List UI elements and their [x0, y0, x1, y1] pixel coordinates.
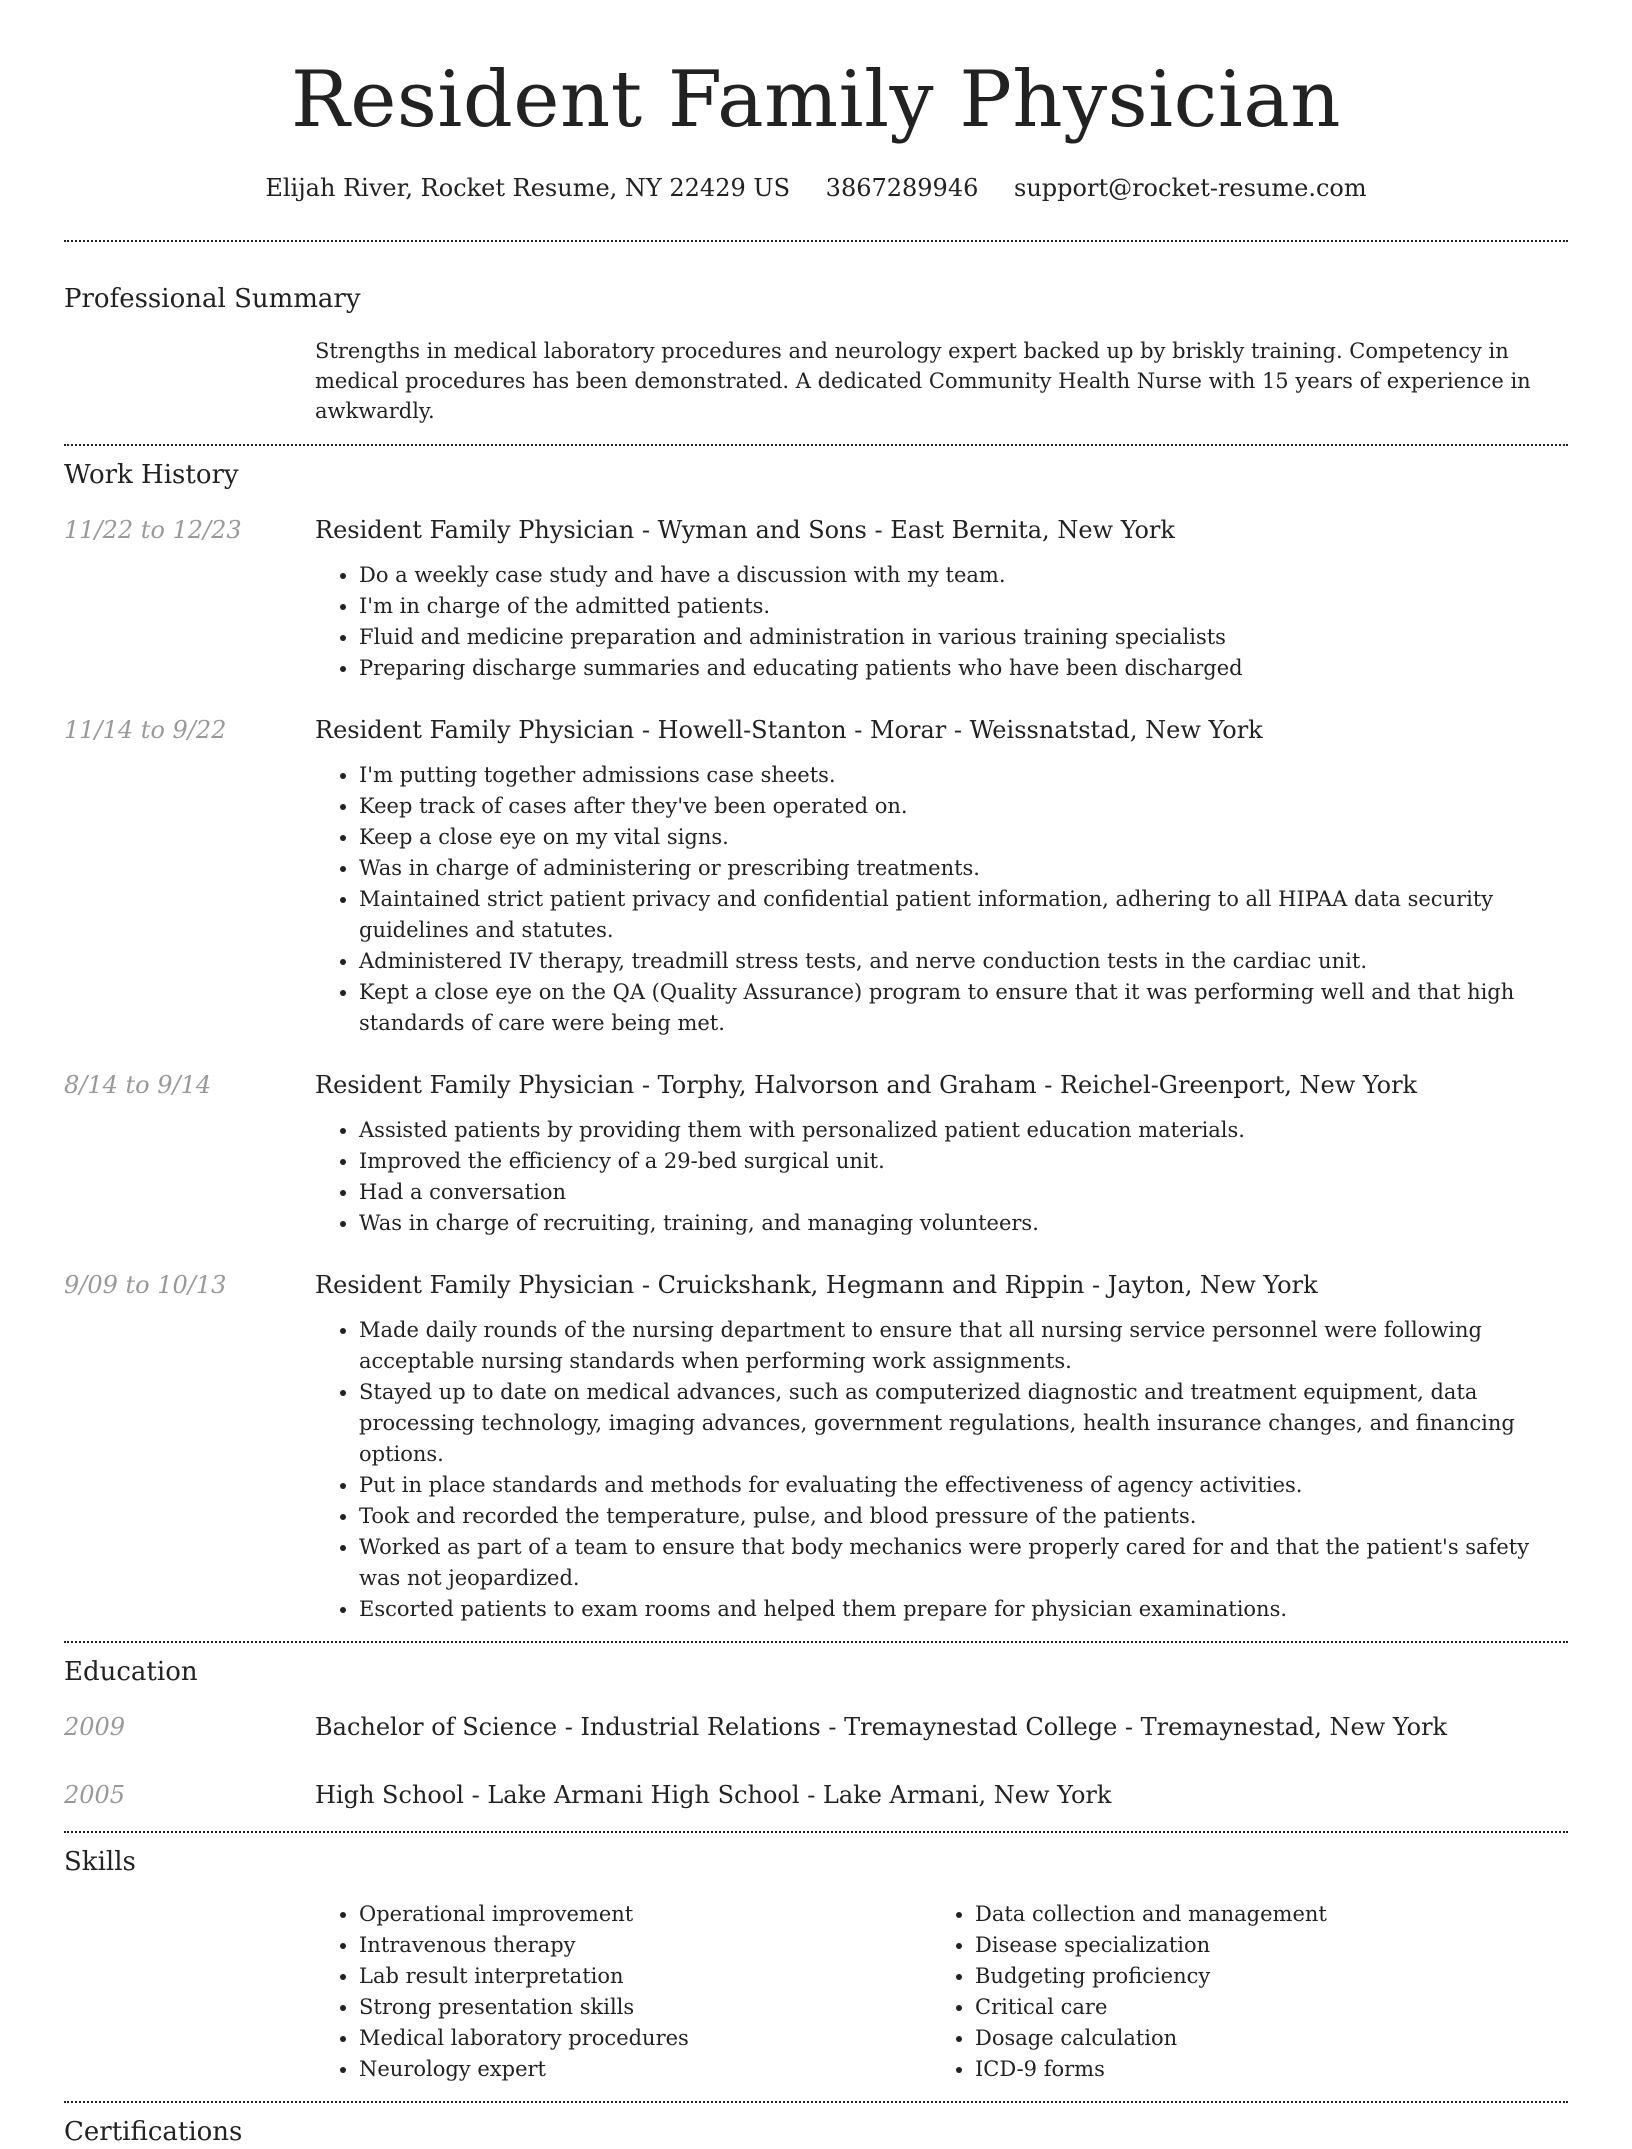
job-bullet: • Was in charge of recruiting, training, and managing volunteers.	[359, 1208, 1568, 1239]
job-entry	[64, 1269, 1568, 1625]
job-bullet: • I'm putting together admissions case sheets.	[359, 760, 1568, 791]
resume-page	[64, 0, 1568, 2149]
job-bullet: • Was in charge of administering or prescribing treatments.	[359, 853, 1568, 884]
skill-item: • Budgeting proficiency	[975, 1961, 1547, 1992]
job-body	[315, 1069, 1568, 1239]
education-section	[64, 1643, 1568, 1811]
job-bullet: • Assisted patients by providing them with personalized patient education materials.	[359, 1115, 1568, 1146]
job-entry	[64, 714, 1568, 1039]
education-entry	[64, 1711, 1568, 1743]
job-bullet: • Put in place standards and methods for evaluating the effectiveness of agency activities.	[359, 1470, 1568, 1501]
job-bullet: • Do a weekly case study and have a discussion with my team.	[359, 560, 1568, 591]
job-dates: 8/14 to 9/14	[64, 1071, 212, 1099]
contact-phone: 3867289946	[825, 174, 979, 202]
job-bullet: • Maintained strict patient privacy and confidential patient information, adhering to all HIPAA data security guidelines and statutes.	[359, 884, 1568, 946]
job-bullet: • Had a conversation	[359, 1177, 1568, 1208]
job-dates: 11/22 to 12/23	[64, 516, 242, 544]
job-bullet: • Fluid and medicine preparation and administration in various training specialists	[359, 622, 1568, 653]
job-bullet: • Took and recorded the temperature, pulse, and blood pressure of the patients.	[359, 1501, 1568, 1532]
summary-text: Strengths in medical laboratory procedures and neurology expert backed up by briskly training. Competency in medical procedures has been demonstrated. A dedicated Community Health Nurse with 15 years of experience in awkwardly.	[315, 339, 1531, 423]
job-bullet: • Preparing discharge summaries and educating patients who have been discharged	[359, 653, 1568, 684]
resume-title: Resident Family Physician	[291, 55, 1341, 145]
job-title: Resident Family Physician - Wyman and Sons - East Bernita, New York	[315, 516, 1175, 544]
work-section	[64, 446, 1568, 1625]
contact-email: support@rocket-resume.com	[1014, 174, 1367, 202]
education-year: 2005	[64, 1781, 126, 1809]
job-bullet: • I'm in charge of the admitted patients.	[359, 591, 1568, 622]
skill-item: • Disease specialization	[975, 1930, 1547, 1961]
job-bullet: • Escorted patients to exam rooms and helped them prepare for physician examinations.	[359, 1594, 1568, 1625]
job-title: Resident Family Physician - Cruickshank, Hegmann and Rippin - Jayton, New York	[315, 1271, 1318, 1299]
job-bullets	[315, 1315, 1568, 1625]
job-bullet: • Keep a close eye on my vital signs.	[359, 822, 1568, 853]
job-body	[315, 1269, 1568, 1625]
skill-item: • ICD-9 forms	[975, 2054, 1547, 2085]
job-bullets	[315, 1115, 1568, 1239]
education-year: 2009	[64, 1713, 126, 1741]
job-bullet: • Made daily rounds of the nursing department to ensure that all nursing service personnel were following acceptable nursing standards when performing work assignments.	[359, 1315, 1568, 1377]
job-bullet: • Administered IV therapy, treadmill stress tests, and nerve conduction tests in the cardiac unit.	[359, 946, 1568, 977]
education-entry	[64, 1779, 1568, 1811]
job-entry	[64, 1069, 1568, 1239]
certifications-heading: Certifications	[64, 2117, 243, 2147]
job-bullets	[315, 760, 1568, 1039]
job-bullet: • Kept a close eye on the QA (Quality Assurance) program to ensure that it was performing well and that high standards of care were being met.	[359, 977, 1568, 1039]
job-title: Resident Family Physician - Torphy, Halvorson and Graham - Reichel-Greenport, New York	[315, 1071, 1418, 1099]
job-entry	[64, 514, 1568, 684]
job-bullet: • Improved the efficiency of a 29-bed surgical unit.	[359, 1146, 1568, 1177]
education-heading: Education	[64, 1657, 198, 1687]
skills-heading: Skills	[64, 1847, 136, 1877]
skill-item: • Medical laboratory procedures	[359, 2023, 931, 2054]
job-dates: 11/14 to 9/22	[64, 716, 227, 744]
skill-item: • Data collection and management	[975, 1899, 1547, 1930]
skill-item: • Dosage calculation	[975, 2023, 1547, 2054]
job-bullet: • Keep track of cases after they've been operated on.	[359, 791, 1568, 822]
job-bullet: • Stayed up to date on medical advances, such as computerized diagnostic and treatment equipment, data processing technology, imaging advances, government regulations, health insurance changes, and financing options.	[359, 1377, 1568, 1470]
job-bullet: • Worked as part of a team to ensure that body mechanics were properly cared for and that the patient's safety was not jeopardized.	[359, 1532, 1568, 1594]
job-body	[315, 714, 1568, 1039]
contact-address: Elijah River, Rocket Resume, NY 22429 US	[265, 174, 791, 202]
summary-section	[64, 242, 1568, 426]
job-body	[315, 514, 1568, 684]
contact-line	[64, 172, 1568, 204]
skills-columns	[315, 1899, 1568, 2085]
summary-heading: Professional Summary	[64, 284, 361, 314]
skill-item: • Operational improvement	[359, 1899, 931, 1930]
work-heading: Work History	[64, 460, 239, 490]
job-dates: 9/09 to 10/13	[64, 1271, 227, 1299]
skill-item: • Neurology expert	[359, 2054, 931, 2085]
skill-item: • Critical care	[975, 1992, 1547, 2023]
skill-item: • Lab result interpretation	[359, 1961, 931, 1992]
skills-list-left	[315, 1899, 931, 2085]
education-body	[315, 1779, 1568, 1811]
job-title: Resident Family Physician - Howell-Stanton - Morar - Weissnatstad, New York	[315, 716, 1263, 744]
resume-header	[64, 0, 1568, 204]
job-bullets	[315, 560, 1568, 684]
skills-section	[64, 1833, 1568, 2085]
skill-item: • Strong presentation skills	[359, 1992, 931, 2023]
education-degree: Bachelor of Science - Industrial Relations - Tremaynestad College - Tremaynestad, New York	[315, 1713, 1448, 1741]
skill-item: • Intravenous therapy	[359, 1930, 931, 1961]
education-body	[315, 1711, 1568, 1743]
education-degree: High School - Lake Armani High School - Lake Armani, New York	[315, 1781, 1112, 1809]
skills-list-right	[931, 1899, 1547, 2085]
certifications-section	[64, 2103, 1568, 2149]
